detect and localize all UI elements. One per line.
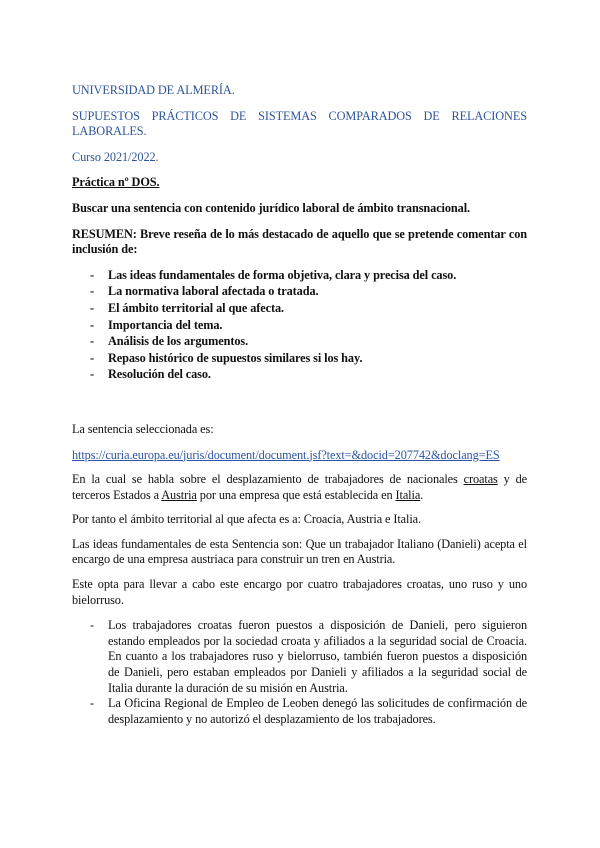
text-fragment: En la cual se habla sobre el desplazamiento de trabajadores de nacionales [72,472,464,487]
list-item: - Análisis de los argumentos. [72,334,527,350]
list-item: - Resolución del caso. [72,367,527,383]
facts-list [72,618,527,727]
practice-title: Práctica nº DOS. [72,175,160,190]
judgment-link[interactable]: https://curia.europa.eu/juris/document/document.jsf?text=&docid=207742&doclang=ES [72,447,500,462]
course-heading: Curso 2021/2022. [72,149,159,164]
italia-term: Italia [395,487,421,502]
paragraph-displacement [72,472,527,503]
document-content [72,83,527,727]
summary-statement: RESUMEN: Breve reseña de lo más destacado de aquello que se pretende comentar con inclusión de: [72,226,527,257]
paragraph-territory: Por tanto el ámbito territorial al que afecta es a: Croacia, Austria e Italia. [72,512,422,527]
list-item: - Importancia del tema. [72,318,527,334]
university-heading: UNIVERSIDAD DE ALMERÍA. [72,83,235,97]
selected-sentence-intro: La sentencia seleccionada es: [72,421,214,436]
text-fragment: . [420,487,424,502]
text-fragment: y de terceros Estados a [72,472,527,502]
croatas-term: croatas [463,472,498,487]
list-item: - La normativa laboral afectada o tratada. [72,284,527,300]
task-statement: Buscar una sentencia con contenido jurídico laboral de ámbito transnacional. [72,200,470,215]
text-fragment: por una empresa que está establecida en [196,487,396,502]
list-item: - Los trabajadores croatas fueron puestos a disposición de Danieli, pero siguieron estando empleados por la sociedad croata y afiliados a la seguridad social de Croacia. En cuanto a los trabajadores ruso y bielorruso, también fueron puestos a disposición de Danieli, pero estaban empleados por Danieli y afiliados a la seguridad social de Italia durante la duración de su misión en Austria. [72,618,527,696]
list-item: - El ámbito territorial al que afecta. [72,301,527,317]
paragraph-workers: Este opta para llevar a cabo este encargo por cuatro trabajadores croatas, uno ruso y uno bielorruso. [72,577,527,607]
subject-heading: SUPUESTOS PRÁCTICOS DE SISTEMAS COMPARADOS DE RELACIONES LABORALES. [72,108,527,139]
requirements-list [72,268,527,383]
list-item: - Las ideas fundamentales de forma objetiva, clara y precisa del caso. [72,268,527,284]
austria-term: Austria [161,487,197,502]
judgment-link-row [72,448,527,464]
paragraph-key-ideas: Las ideas fundamentales de esta Sentencia son: Que un trabajador Italiano (Danieli) acepta el encargo de una empresa austriaca para construir un tren en Austria. [72,536,527,567]
list-item: - Repaso histórico de supuestos similares si los hay. [72,351,527,367]
list-item: - La Oficina Regional de Empleo de Leoben denegó las solicitudes de confirmación de desplazamiento y no autorizó el desplazamiento de los trabajadores. [72,696,527,727]
